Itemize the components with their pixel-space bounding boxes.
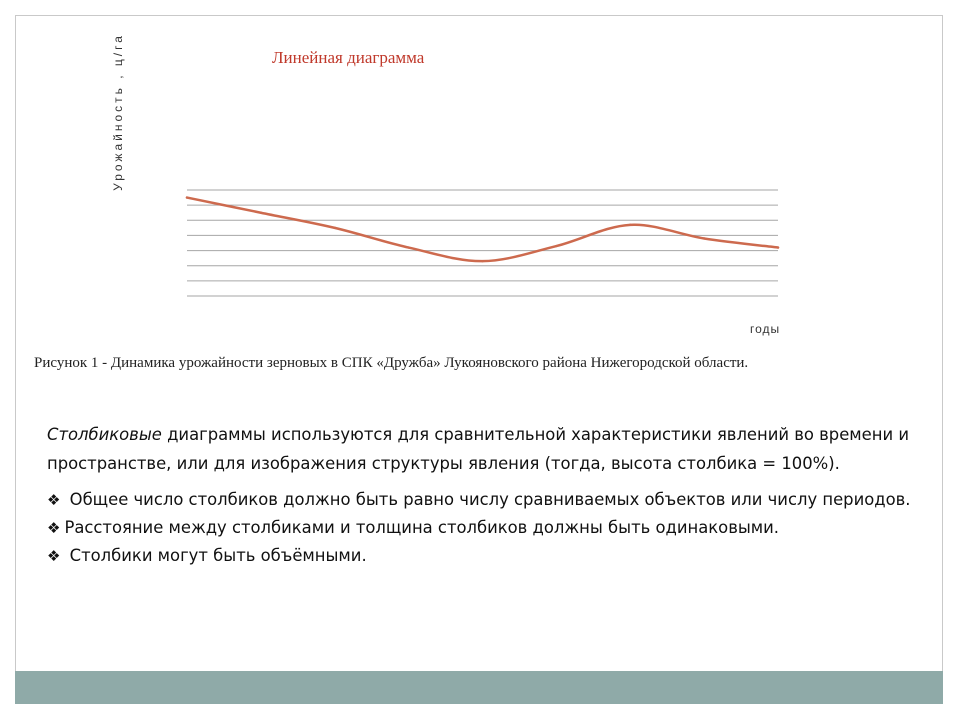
paragraph bbox=[47, 420, 927, 478]
y-axis-label: Урожайность , ц/га bbox=[111, 33, 125, 191]
bullet-item bbox=[47, 486, 927, 514]
bullet-item bbox=[47, 542, 927, 570]
chart-gridlines bbox=[187, 190, 778, 296]
data-point bbox=[481, 260, 483, 262]
diamond-bullet-icon: ❖ bbox=[47, 519, 61, 537]
data-points bbox=[186, 196, 779, 262]
data-point bbox=[629, 224, 631, 226]
bullet-item bbox=[47, 514, 927, 542]
bullet-text: Расстояние между столбиками и толщина столбиков должны быть одинаковыми. bbox=[64, 518, 780, 537]
body-text bbox=[47, 420, 927, 570]
bullet-text: Столбики могут быть объёмными. bbox=[64, 546, 367, 565]
data-point bbox=[407, 246, 409, 248]
paragraph-text: диаграммы используются для сравнительной характеристики явлений во времени и пространстве, или для изображения структуры явления (тогда, высота столбика = 100%). bbox=[47, 425, 909, 473]
diamond-bullet-icon: ❖ bbox=[47, 491, 61, 509]
data-point bbox=[260, 212, 262, 214]
data-point bbox=[777, 246, 779, 248]
diamond-bullet-icon: ❖ bbox=[47, 547, 61, 565]
paragraph-emphasis: Столбиковые bbox=[47, 425, 162, 444]
figure-caption: Рисунок 1 - Динамика урожайности зерновых в СПК «Дружба» Лукояновского района Нижегородской области. bbox=[34, 355, 749, 371]
x-axis-label: годы bbox=[750, 322, 781, 336]
series-line bbox=[187, 198, 778, 262]
data-point bbox=[555, 245, 557, 247]
bullet-text: Общее число столбиков должно быть равно числу сравниваемых объектов или числу периодов. bbox=[64, 490, 911, 509]
data-point bbox=[186, 196, 188, 198]
data-point bbox=[703, 237, 705, 239]
data-point bbox=[334, 227, 336, 229]
chart-title: Линейная диаграмма bbox=[272, 48, 425, 67]
